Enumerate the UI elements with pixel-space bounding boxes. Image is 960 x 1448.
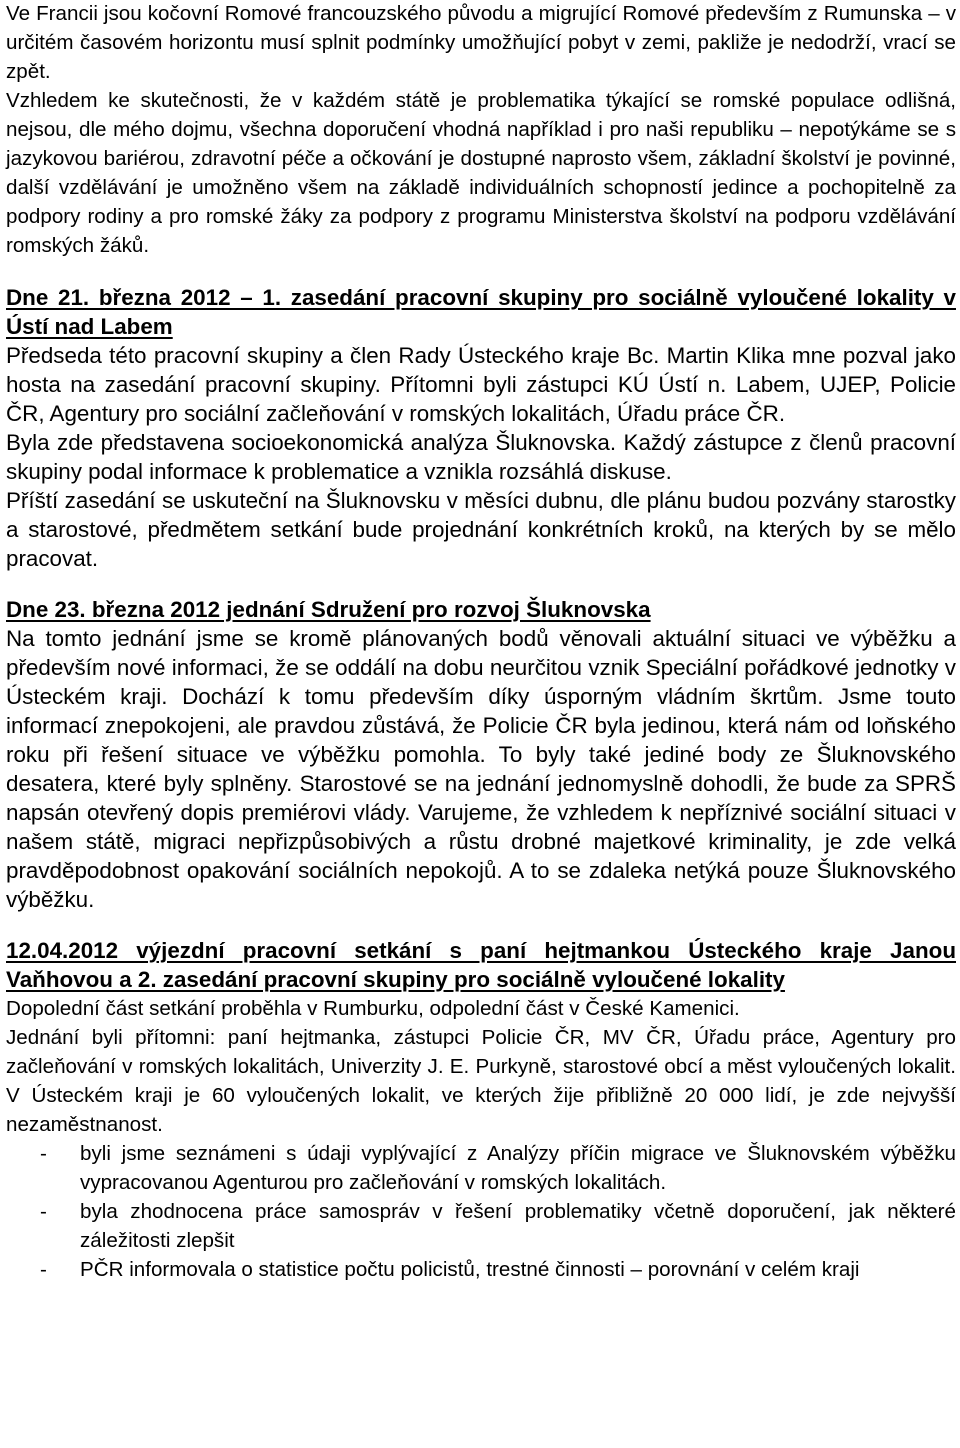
intro-paragraph-recommendations: Vzhledem ke skutečnosti, že v každém státě je problematika týkající se romské populace odlišná, nejsou, dle mého dojmu, všechna doporučení vhodná například i pro naši republiku – nepotýkáme se s jazykovou bariérou, zdravotní péče a očkování je dostupné naprosto všem, základní školství je povinné, další vzdělávání je umožněno všem na základě individuálních schopností jedince a pochopitelně za podpory rodiny a pro romské žáky za podpory z programu Ministerstva školství na podporu vzdělávání romských žáků. (6, 89, 956, 257)
dash-bullet: - (40, 1200, 47, 1223)
dash-bullet: - (40, 1142, 47, 1165)
section-heading-sprs-meeting: Dne 23. března 2012 jednání Sdružení pro rozvoj Šluknovska (6, 597, 651, 622)
section1-paragraph-attendees: Předseda této pracovní skupiny a člen Rady Ústeckého kraje Bc. Martin Klika mne pozval jako hosta na zasedání pracovní skupiny. Přítomni byli zástupci KÚ Ústí n. Labem, UJEP, Policie ČR, Agentury pro sociální začleňování v romských lokalitách, Úřadu práce ČR. (6, 343, 956, 426)
list-item-text: PČR informovala o statistice počtu policistů, trestné činnosti – porovnání v celém kraji (80, 1258, 860, 1281)
section3-paragraph-locations: Dopolední část setkání proběhla v Rumburku, odpolední část v České Kamenici. (6, 997, 740, 1020)
section2-paragraph: Na tomto jednání jsme se kromě plánovaných bodů věnovali aktuální situaci ve výběžku a především nové informaci, že se oddálí na dobu neurčitou vznik Speciální pořádkové jednotky v Ústeckém kraji. Dochází k tomu především díky úsporným vládním škrtům. Jsme touto informací znepokojeni, ale pravdou zůstává, že Policie ČR byla jedinou, která nám od loňského roku při řešení situace ve výběžku pomohla. To byly také jediné body ze Šluknovského desatera, které byly splněny. Starostové se na jednání jednomyslně dohodli, že bude za SPRŠ napsán otevřený dopis premiérovi vlády. Varujeme, že vzhledem k nepříznivé sociální situaci v našem státě, migraci nepřizpůsobivých a růstu drobné majetkové kriminality, je zde velká pravděpodobnost opakování sociálních nepokojů. A to se zdaleka netýká pouze Šluknovského výběžku. (6, 626, 956, 912)
list-item (6, 1255, 956, 1284)
list-item (6, 1197, 956, 1255)
section1-paragraph-next-meeting: Příští zasedání se uskuteční na Šluknovsku v měsíci dubnu, dle plánu budou pozvány starostky a starostové, předmětem setkání bude projednání konkrétních kroků, na kterých by se mělo pracovat. (6, 488, 956, 571)
intro-paragraph-france: Ve Francii jsou kočovní Romové francouzského původu a migrující Romové především z Rumunska – v určitém časovém horizontu musí splnit podmínky umožňující pobyt v zemi, pakliže je nedodrží, vrací se zpět. (6, 2, 956, 83)
section3-bullet-list (6, 1139, 956, 1284)
list-item-text: byla zhodnocena práce samospráv v řešení problematiky včetně doporučení, jak některé záležitosti zlepšit (80, 1200, 956, 1252)
section-heading-working-group-usti: Dne 21. března 2012 – 1. zasedání pracovní skupiny pro sociálně vyloučené lokality v Ústí nad Labem (6, 285, 956, 339)
section3-paragraph-participants: Jednání byli přítomni: paní hejtmanka, zástupci Policie ČR, MV ČR, Úřadu práce, Agentury pro začleňování v romských lokalitách, Univerzity J. E. Purkyně, starostové obcí a měst vyloučených lokalit. V Ústeckém kraji je 60 vyloučených lokalit, ve kterých žije přibližně 20 000 lidí, je zde nejvyšší nezaměstnanost. (6, 1026, 956, 1136)
dash-bullet: - (40, 1258, 47, 1281)
section-heading-governor-visit: 12.04.2012 výjezdní pracovní setkání s paní hejtmankou Ústeckého kraje Janou Vaňhovou a 2. zasedání pracovní skupiny pro sociálně vyloučené lokality (6, 938, 956, 992)
list-item-text: byli jsme seznámeni s údaji vyplývající z Analýzy příčin migrace ve Šluknovském výběžku vypracovanou Agenturou pro začleňování v romských lokalitách. (80, 1142, 956, 1194)
section1-paragraph-analysis: Byla zde představena socioekonomická analýza Šluknovska. Každý zástupce z členů pracovní skupiny podal informace k problematice a vznikla rozsáhlá diskuse. (6, 430, 956, 484)
document-page (6, 0, 956, 1284)
list-item (6, 1139, 956, 1197)
